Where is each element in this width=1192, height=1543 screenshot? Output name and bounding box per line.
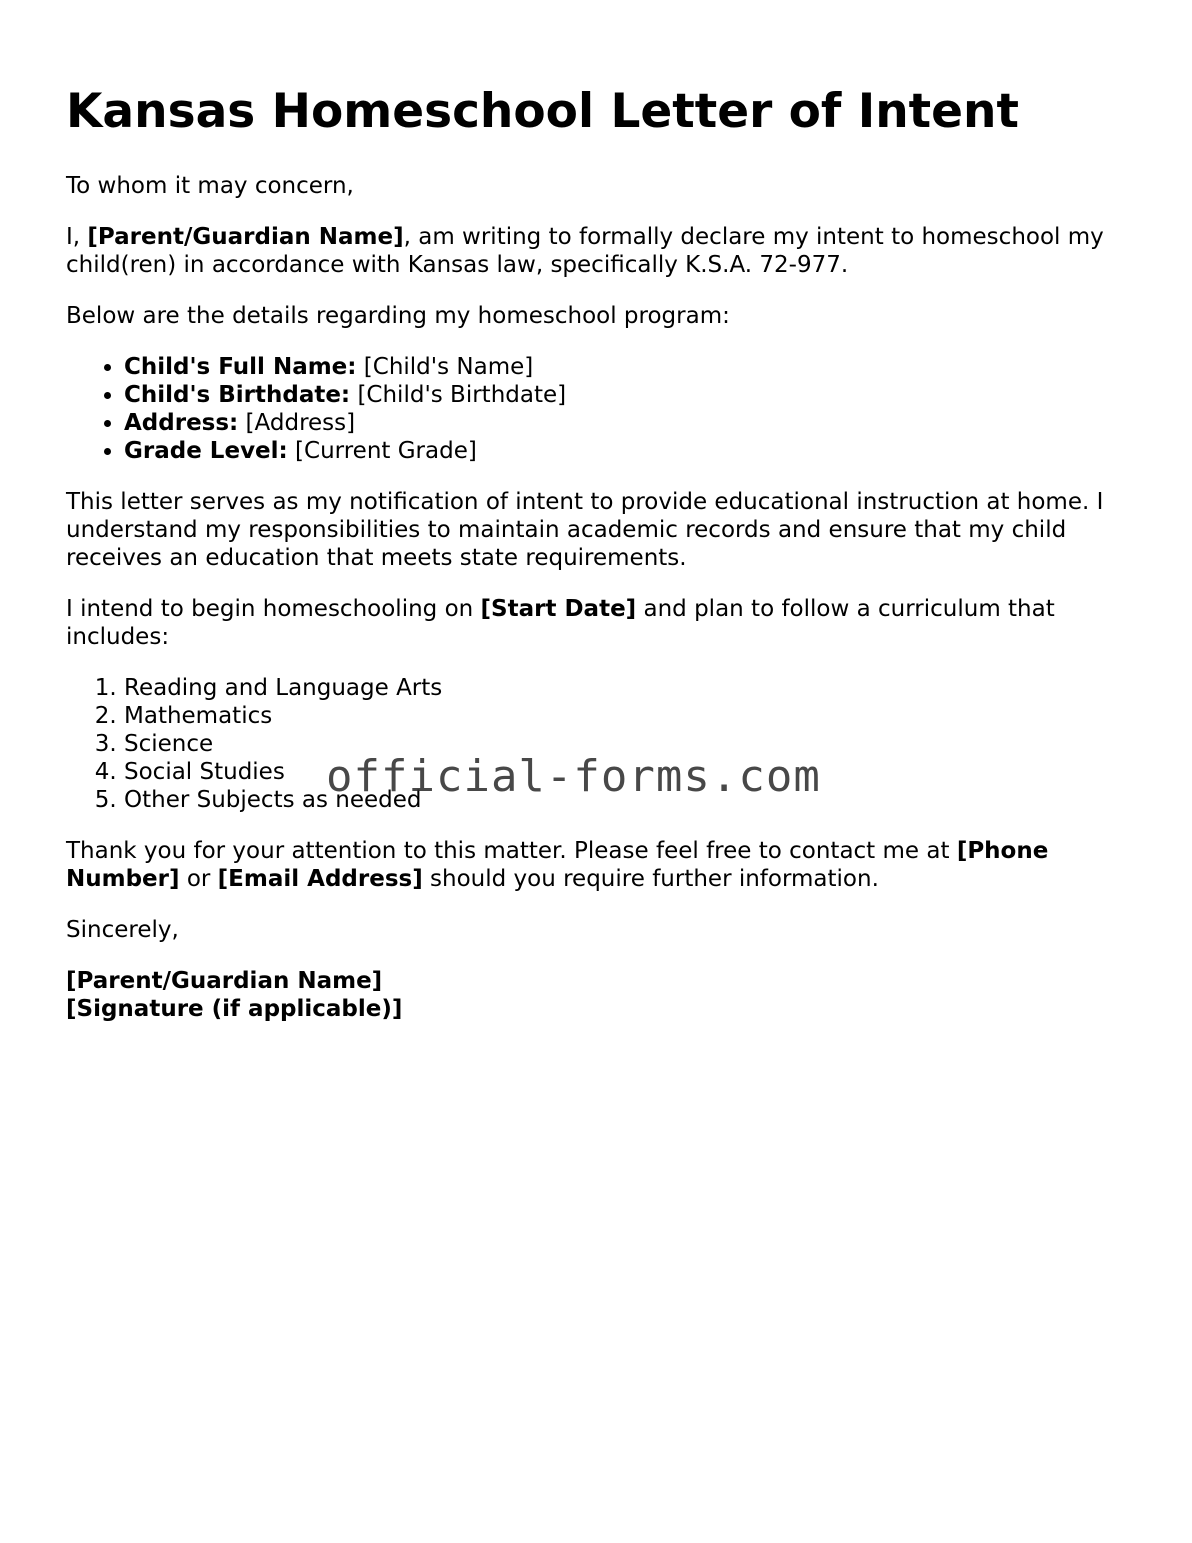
- detail-value: [Current Grade]: [287, 438, 477, 464]
- intro-suffix: , am writing to formally declare my intent to homeschool my child(ren) in accordance with Kansas law, specifically K.S.A. 72-977.: [66, 224, 1104, 278]
- contact-suffix: should you require further information.: [422, 866, 879, 892]
- page-title: Kansas Homeschool Letter of Intent: [66, 84, 1019, 139]
- contact-paragraph: [66, 837, 1136, 893]
- detail-item-birthdate: [124, 381, 1136, 409]
- salutation: To whom it may concern,: [66, 173, 354, 199]
- notification-paragraph: This letter serves as my notification of intent to provide educational instruction at home. I understand my responsibilities to maintain academic records and ensure that my child receives an education that meets state requirements.: [66, 489, 1104, 571]
- start-prefix: I intend to begin homeschooling on: [66, 596, 481, 622]
- detail-item-address: [124, 409, 1136, 437]
- intro-parent-name: [Parent/Guardian Name]: [87, 224, 404, 250]
- detail-item-grade: [124, 437, 1136, 465]
- details-list: [66, 353, 1136, 465]
- contact-phone: [Phone Number]: [66, 838, 1049, 892]
- detail-item-child-name: [124, 353, 1136, 381]
- closing: Sincerely,: [66, 917, 179, 943]
- detail-value: [Address]: [238, 410, 356, 436]
- detail-label: Child's Full Name:: [124, 354, 357, 380]
- details-intro: Below are the details regarding my homeschool program:: [66, 303, 730, 329]
- letter-page: [66, 82, 1136, 1023]
- contact-middle: or: [179, 866, 218, 892]
- curriculum-item: 1. Reading and Language Arts: [124, 674, 1136, 702]
- signature-line: [Signature (if applicable)]: [66, 996, 403, 1022]
- detail-label: Child's Birthdate:: [124, 382, 351, 408]
- curriculum-item: 5. Other Subjects as needed: [124, 786, 1136, 814]
- detail-value: [Child's Name]: [356, 354, 534, 380]
- intro-prefix: I,: [66, 224, 88, 250]
- intro-paragraph: [66, 223, 1136, 279]
- watermark: official-forms.com: [326, 751, 821, 802]
- detail-label: Address:: [124, 410, 239, 436]
- contact-prefix: Thank you for your attention to this matter. Please feel free to contact me at: [66, 838, 957, 864]
- start-suffix: and plan to follow a curriculum that includes:: [66, 596, 1055, 650]
- start-date: [Start Date]: [480, 596, 637, 622]
- contact-email: [Email Address]: [217, 866, 423, 892]
- signature-name: [Parent/Guardian Name]: [66, 968, 383, 994]
- curriculum-item: 2. Mathematics: [124, 702, 1136, 730]
- signature-block: [66, 967, 1136, 1023]
- curriculum-item: 4. Social Studies: [124, 758, 1136, 786]
- curriculum-item: 3. Science: [124, 730, 1136, 758]
- start-paragraph: [66, 595, 1136, 651]
- detail-value: [Child's Birthdate]: [350, 382, 567, 408]
- detail-label: Grade Level:: [124, 438, 288, 464]
- curriculum-list: [66, 674, 1136, 814]
